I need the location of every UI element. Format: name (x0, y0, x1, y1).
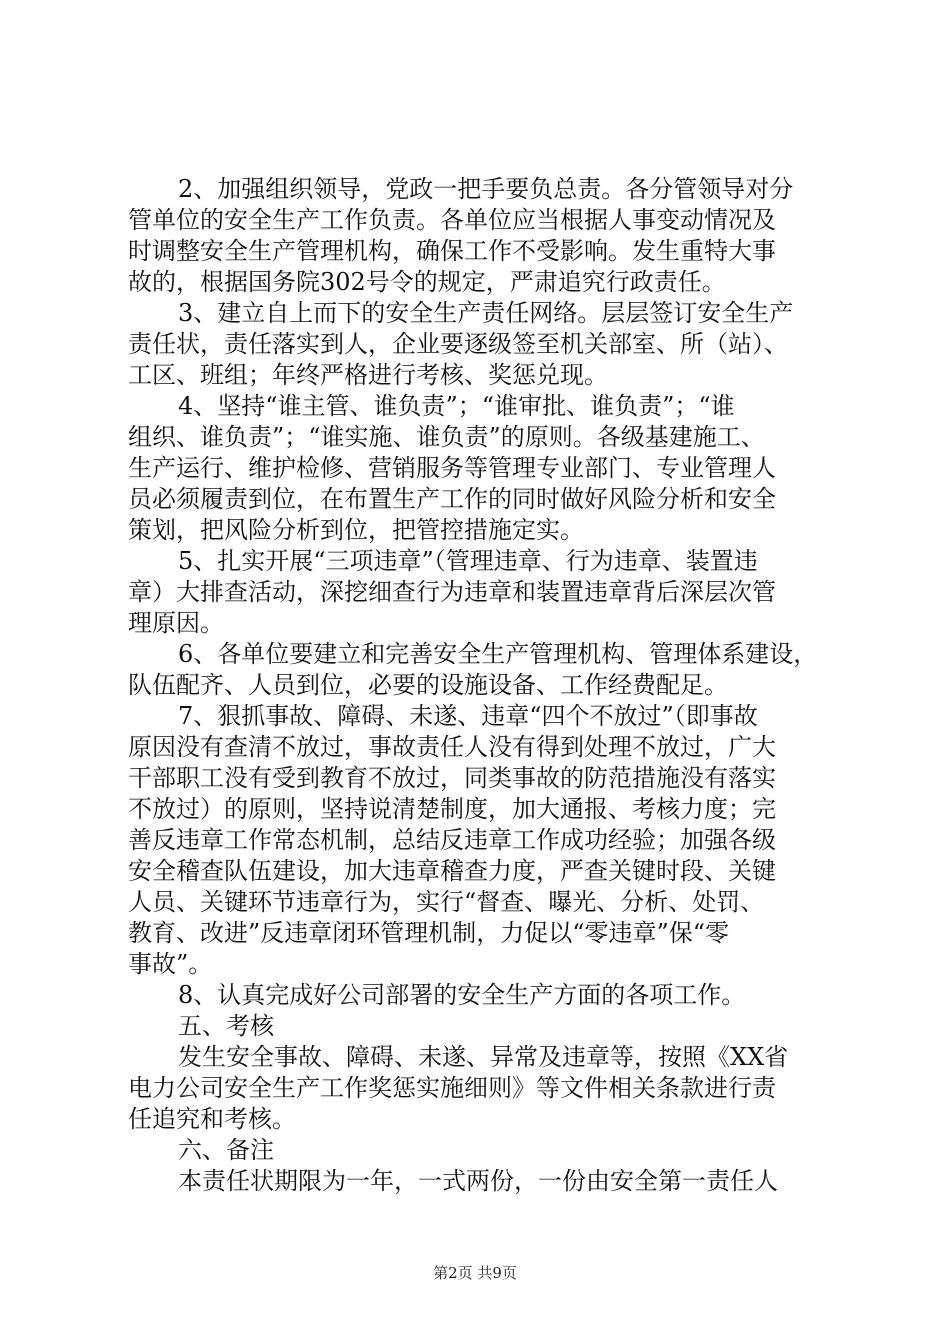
text-line: 工区、班组；年终严格进行考核、奖惩兑现。 (128, 361, 608, 389)
section-heading: 五、考核 (178, 1012, 274, 1040)
text-line: 5、扎实开展“三项违章”（管理违章、行为违章、装置违 (178, 547, 758, 575)
text-line: 原因没有查清不放过，事故责任人没有得到处理不放过，广大 (128, 733, 776, 761)
text-line: 干部职工没有受到教育不放过，同类事故的防范措施没有落实 (128, 764, 776, 792)
text-line: 6、各单位要建立和完善安全生产管理机构、管理体系建设， (178, 640, 818, 668)
text-line: 任追究和考核。 (128, 1105, 296, 1133)
text-line: 理原因。 (128, 609, 224, 637)
text-line: 7、狠抓事故、障碍、未遂、违章“四个不放过”（即事故 (178, 702, 758, 730)
text-line: 故的，根据国务院302号令的规定，严肃追究行政责任。 (128, 268, 726, 296)
text-line: 责任状，责任落实到人，企业要逐级签至机关部室、所（站）、 (128, 330, 788, 358)
text-line: 队伍配齐、人员到位，必要的设施设备、工作经费配足。 (128, 671, 728, 699)
text-line: 组织、谁负责”；“谁实施、谁负责”的原则。各级基建施工、 (128, 423, 765, 451)
text-line: 事故”。 (128, 950, 213, 978)
text-line: 管单位的安全生产工作负责。各单位应当根据人事变动情况及 (128, 206, 776, 234)
text-line: 章）大排查活动，深挖细查行为违章和装置违章背后深层次管 (128, 578, 776, 606)
text-line: 本责任状期限为一年，一式两份，一份由安全第一责任人 (178, 1167, 778, 1195)
text-line: 善反违章工作常态机制，总结反违章工作成功经验；加强各级 (128, 826, 776, 854)
text-line: 员必须履责到位，在布置生产工作的同时做好风险分析和安全 (128, 485, 776, 513)
page-footer: 第2页 共9页 (433, 1264, 517, 1282)
text-line: 4、坚持“谁主管、谁负责”；“谁审批、谁负责”；“谁 (178, 392, 735, 420)
text-line: 生产运行、维护检修、营销服务等管理专业部门、专业管理人 (128, 454, 776, 482)
text-line: 发生安全事故、障碍、未遂、异常及违章等，按照《XX省 (178, 1043, 789, 1071)
text-line: 安全稽查队伍建设，加大违章稽查力度，严查关键时段、关键 (128, 857, 776, 885)
text-line: 教育、改进”反违章闭环管理机制，力促以“零违章”保“零 (128, 919, 730, 947)
text-line: 8、认真完成好公司部署的安全生产方面的各项工作。 (178, 981, 746, 1009)
section-heading: 六、备注 (178, 1136, 274, 1164)
text-line: 电力公司安全生产工作奖惩实施细则》等文件相关条款进行责 (128, 1074, 776, 1102)
text-line: 2、加强组织领导，党政一把手要负总责。各分管领导对分 (178, 175, 794, 203)
text-line: 不放过）的原则，坚持说清楚制度，加大通报、考核力度；完 (128, 795, 776, 823)
text-line: 人员、关键环节违章行为，实行“督查、曝光、分析、处罚、 (128, 888, 765, 916)
text-line: 策划，把风险分析到位，把管控措施定实。 (128, 516, 584, 544)
text-line: 3、建立自上而下的安全生产责任网络。层层签订安全生产 (178, 299, 794, 327)
text-line: 时调整安全生产管理机构，确保工作不受影响。发生重特大事 (128, 237, 776, 265)
